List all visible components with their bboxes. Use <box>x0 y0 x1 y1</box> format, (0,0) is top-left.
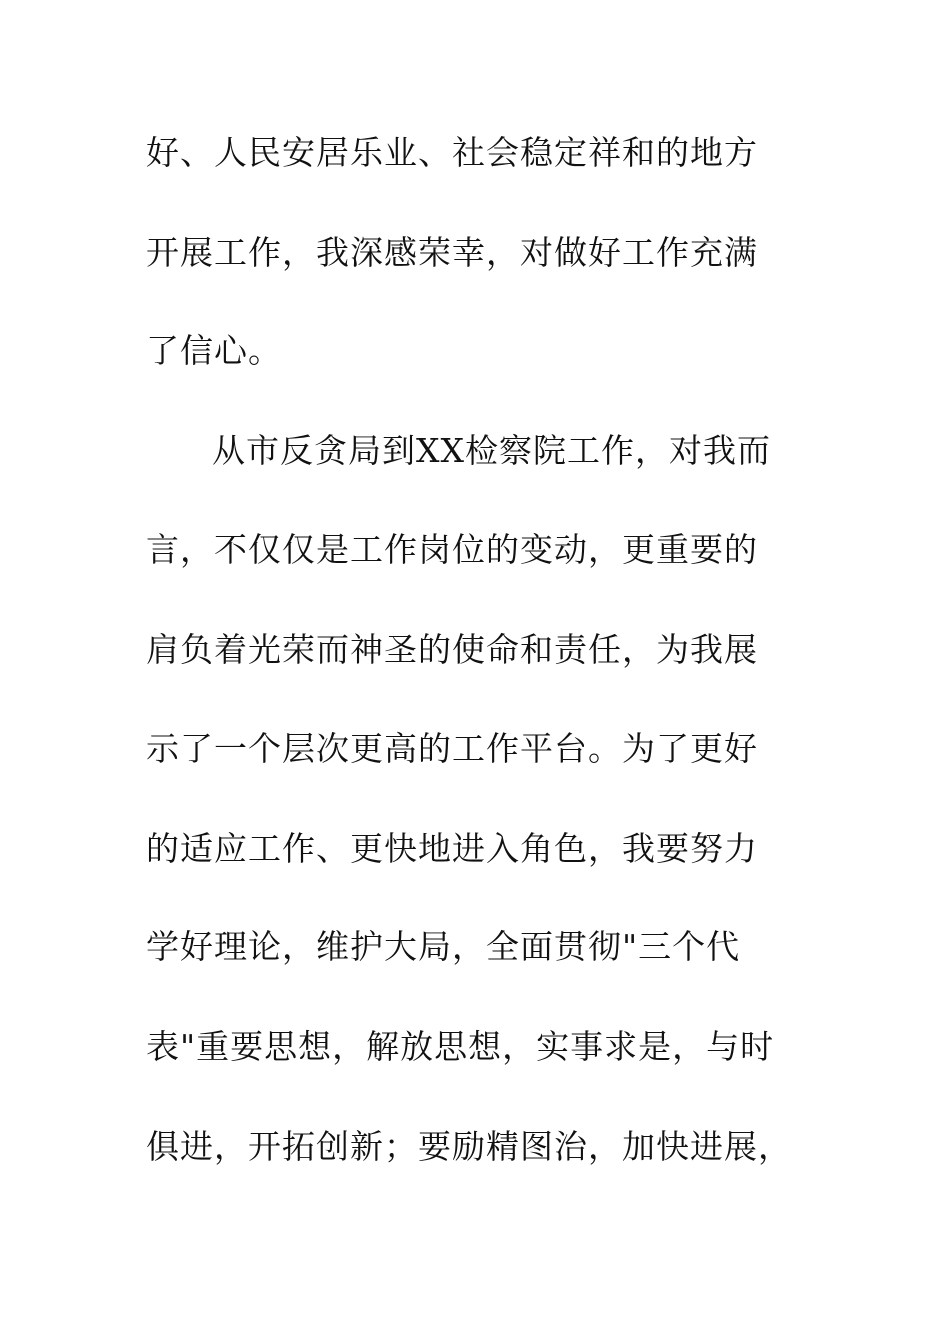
text-line: 了信心。 <box>146 331 282 370</box>
text-line: 开展工作，我深感荣幸，对做好工作充满 <box>146 233 758 272</box>
paragraph-first-line: 从市反贪局到XX检察院工作，对我而 <box>212 431 771 470</box>
text-line: 好、人民安居乐业、社会稳定祥和的地方 <box>146 133 758 172</box>
text-line: 表"重要思想，解放思想，实事求是，与时 <box>146 1027 775 1066</box>
text-line: 俱进，开拓创新；要励精图治，加快进展， <box>146 1127 792 1166</box>
text-line: 示了一个层次更高的工作平台。为了更好 <box>146 729 758 768</box>
text-line: 言，不仅仅是工作岗位的变动，更重要的 <box>146 530 758 569</box>
text-line: 肩负着光荣而神圣的使命和责任，为我展 <box>146 630 758 669</box>
text-line: 学好理论，维护大局，全面贯彻"三个代 <box>146 927 741 966</box>
text-line: 的适应工作、更快地进入角色，我要努力 <box>146 829 758 868</box>
